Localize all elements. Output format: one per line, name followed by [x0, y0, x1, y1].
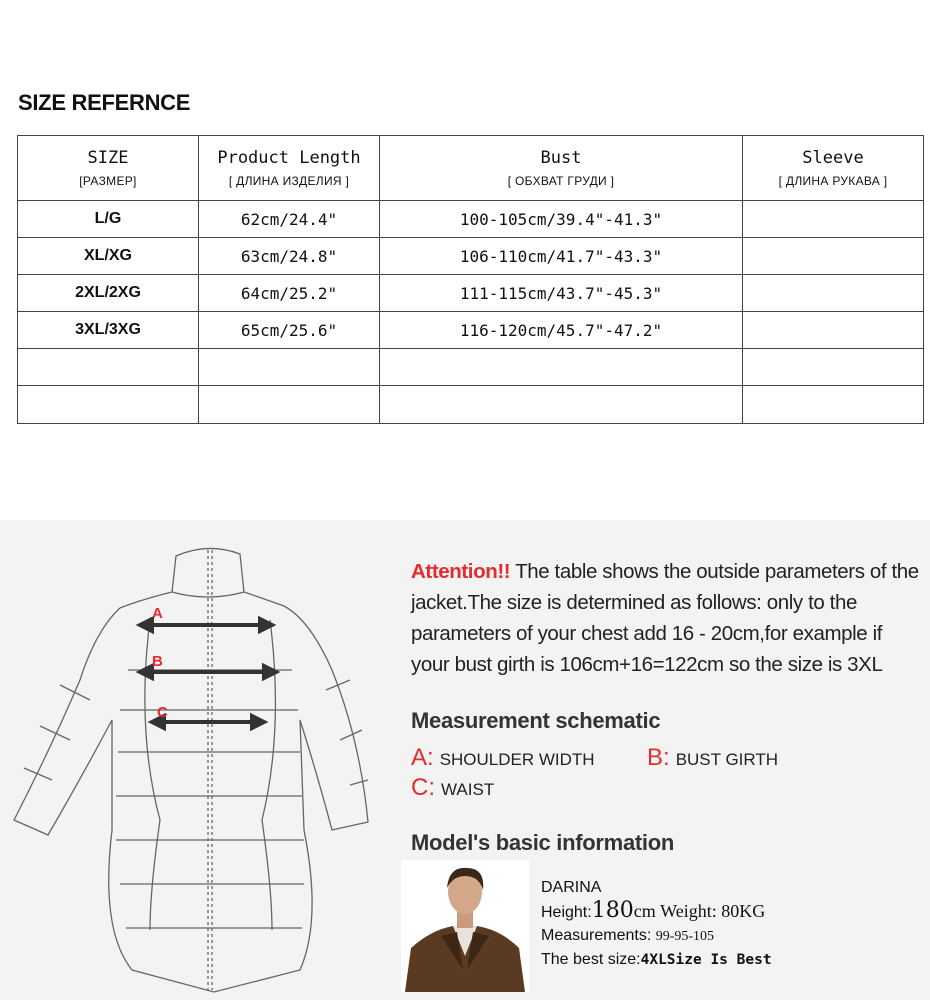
collar-outline [172, 548, 244, 597]
size-table [17, 135, 924, 424]
length-cell: 63cm/24.8" [199, 238, 380, 275]
size-cell: 3XL/3XG [18, 312, 199, 349]
length-cell: 65cm/25.6" [199, 312, 380, 349]
header-bust: Bust [ ОБХВАТ ГРУДИ ] [380, 136, 743, 201]
table-row [18, 238, 924, 275]
table-row [18, 386, 924, 424]
model-title: Model's basic information [411, 830, 674, 855]
sleeve-cell [743, 312, 924, 349]
table-row [18, 349, 924, 386]
sleeve-cell [743, 275, 924, 312]
model-photo [401, 860, 529, 992]
legend-item-c: C: WAIST [411, 774, 495, 801]
size-cell: 2XL/2XG [18, 275, 199, 312]
bust-cell: 106-110cm/41.7"-43.3" [380, 238, 743, 275]
empty-cell [199, 349, 380, 386]
length-cell: 64cm/25.2" [199, 275, 380, 312]
table-row [18, 201, 924, 238]
empty-cell [743, 386, 924, 424]
table-row [18, 312, 924, 349]
model-name: DARINA [541, 879, 602, 896]
attention-text: The table shows the outside parameters of the jacket.The size is determined as follows: only to the parameters of your chest add 16 - 20cm,for example if your bust girth is 106cm+16=122cm so the size is 3XL [411, 560, 919, 676]
bust-cell: 116-120cm/45.7"-47.2" [380, 312, 743, 349]
size-cell: XL/XG [18, 238, 199, 275]
size-cell: L/G [18, 201, 199, 238]
model-measurements: Measurements: 99-95-105 [541, 927, 715, 944]
table-row [18, 275, 924, 312]
bust-cell: 111-115cm/43.7"-45.3" [380, 275, 743, 312]
diagram-label-c: C [157, 704, 168, 721]
model-details [541, 876, 772, 972]
model-best-size: The best size:4XLSize Is Best [541, 951, 772, 968]
model-avatar-icon [401, 860, 529, 992]
length-cell: 62cm/24.4" [199, 201, 380, 238]
bust-cell: 100-105cm/39.4"-41.3" [380, 201, 743, 238]
sleeve-cell [743, 238, 924, 275]
empty-cell [199, 386, 380, 424]
jacket-diagram [0, 530, 400, 1000]
empty-cell [380, 386, 743, 424]
empty-cell [743, 349, 924, 386]
legend-item-b: B: BUST GIRTH [647, 744, 779, 771]
header-size: SIZE [РАЗМЕР] [18, 136, 199, 201]
empty-cell [18, 349, 199, 386]
empty-cell [380, 349, 743, 386]
sleeve-cell [743, 201, 924, 238]
attention-note [411, 556, 923, 680]
model-height-weight: Height:180cm Weight: 80KG [541, 898, 766, 923]
jacket-outline [14, 592, 368, 992]
diagram-label-b: B [152, 653, 163, 670]
schematic-title: Measurement schematic [411, 708, 661, 733]
diagram-label-a: A [152, 605, 163, 622]
empty-cell [18, 386, 199, 424]
legend-item-a: A: SHOULDER WIDTH [411, 744, 595, 771]
header-length: Product Length [ ДЛИНА ИЗДЕЛИЯ ] [199, 136, 380, 201]
header-sleeve: Sleeve [ ДЛИНА РУКАВА ] [743, 136, 924, 201]
table-header-row [18, 136, 924, 201]
attention-label: Attention!! [411, 560, 511, 583]
page-title: SIZE REFERNCE [18, 90, 191, 115]
